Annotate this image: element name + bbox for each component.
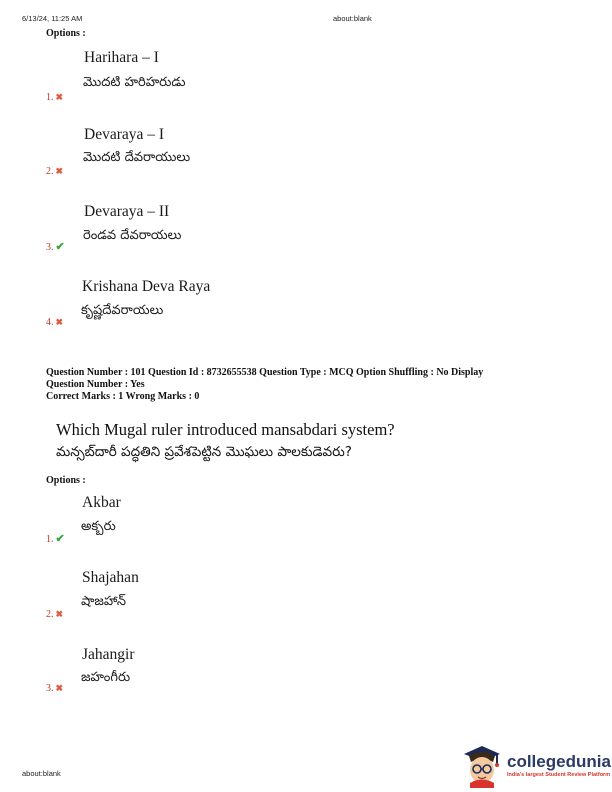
option-4-en: Krishana Deva Raya [82,278,211,295]
collegedunia-logo [460,742,611,788]
option-3-te: రెండవ దేవరాయలు [83,228,182,243]
answer-2-en: Shajahan [82,569,139,586]
answer-3-en: Jahangir [82,646,135,663]
option-2-number: 2. ✖ [46,166,64,177]
answer-3-number: 3. ✖ [46,683,64,694]
question-meta-line-1: Question Number : 101 Question Id : 8732655538 Question Type : MCQ Option Shuffling : No Display [46,367,484,378]
logo-name: collegedunia [507,752,611,771]
answer-1-number: 1. ✔ [46,533,65,545]
options-label: Options : [46,475,86,486]
answer-1-en: Akbar [82,494,121,511]
logo-tagline: India's largest Student Review Platform [507,772,611,778]
wrong-icon: ✖ [55,609,64,619]
option-2-te: మొదటి దేవరాయులు [83,150,191,165]
wrong-icon: ✖ [55,683,64,693]
wrong-icon: ✖ [55,317,64,327]
print-url: about:blank [333,14,372,23]
answer-3-te: జహంగీరు [81,670,131,685]
mascot-icon [460,742,504,788]
option-2-en: Devaraya – I [84,126,165,143]
option-1-te: మొదటి హరిహరుడు [83,75,186,90]
options-label: Options : [46,28,86,39]
question-meta-line-3: Correct Marks : 1 Wrong Marks : 0 [46,391,200,402]
option-3-number: 3. ✔ [46,241,65,253]
wrong-icon: ✖ [55,92,64,102]
question-text-en: Which Mugal ruler introduced mansabdari system? [56,420,395,439]
question-meta-line-2: Question Number : Yes [46,379,145,390]
correct-icon: ✔ [55,533,65,545]
option-4-number: 4. ✖ [46,317,64,328]
option-1-en: Harihara – I [84,49,159,66]
option-1-number: 1. ✖ [46,92,64,103]
answer-2-te: షాజహాన్ [81,594,126,609]
correct-icon: ✔ [55,241,65,253]
answer-2-number: 2. ✖ [46,609,64,620]
option-4-te: కృష్ణదేవరాయలు [81,303,164,318]
wrong-icon: ✖ [55,166,64,176]
option-3-en: Devaraya – II [84,203,170,220]
print-datetime: 6/13/24, 11:25 AM [22,14,83,23]
answer-1-te: అక్బరు [81,519,116,534]
footer-url: about:blank [22,769,61,778]
question-text-te: మన్సబ్‌దారీ పద్ధతిని ప్రవేశపెట్టిన మొఘలు పాలకుడెవరు? [56,444,352,460]
